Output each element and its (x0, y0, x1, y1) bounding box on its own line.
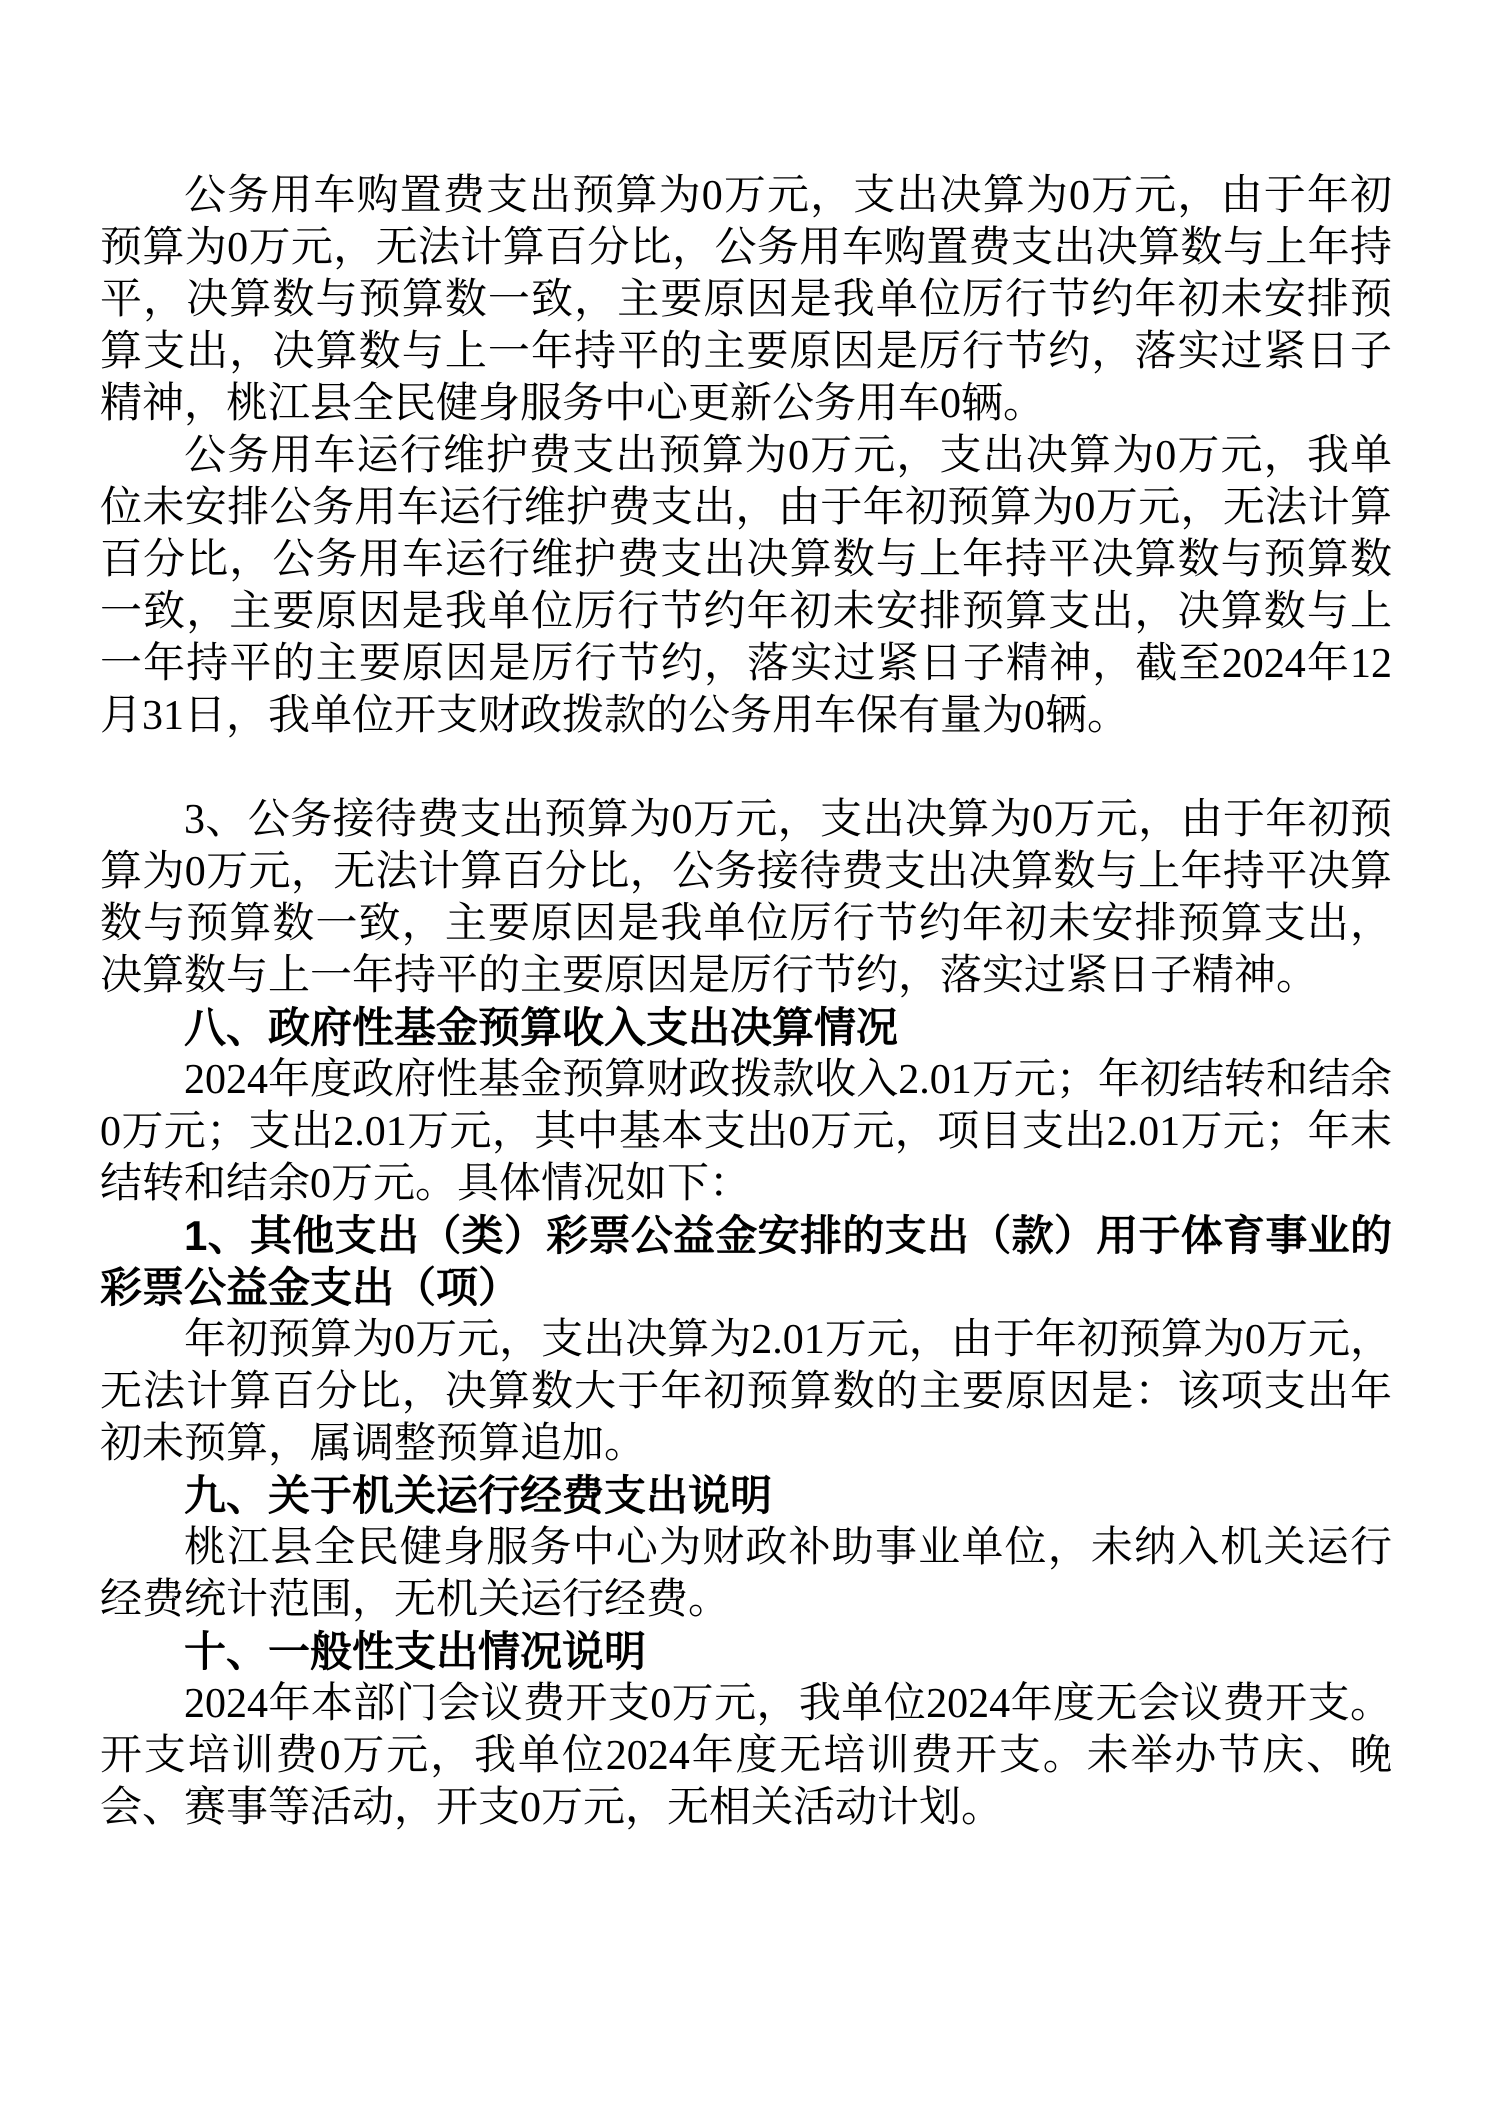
paragraph-operating-cost: 桃江县全民健身服务中心为财政补助事业单位，未纳入机关运行经费统计范围，无机关运行经费。 (100, 1525, 1392, 1623)
paragraph-official-reception: 3、公务接待费支出预算为0万元，支出决算为0万元，由于年初预算为0万元，无法计算百分比，公务接待费支出决算数与上年持平决算数与预算数一致，主要原因是我单位厉行节约年初未安排预算支出，决算数与上一年持平的主要原因是厉行节约，落实过紧日子精神。 (100, 797, 1392, 999)
heading-section-10-general-expenditure: 十、一般性支出情况说明 (184, 1628, 647, 1675)
paragraph-lottery-fund-detail: 年初预算为0万元，支出决算为2.01万元，由于年初预算为0万元，无法计算百分比，决算数大于年初预算数的主要原因是：该项支出年初未预算，属调整预算追加。 (100, 1317, 1392, 1467)
paragraph-vehicle-maintenance: 公务用车运行维护费支出预算为0万元，支出决算为0万元，我单位未安排公务用车运行维护费支出，由于年初预算为0万元，无法计算百分比，公务用车运行维护费支出决算数与上年持平决算数与预算数一致，主要原因是我单位厉行节约年初未安排预算支出，决算数与上一年持平的主要原因是厉行节约，落实过紧日子精神，截至2024年12月31日，我单位开支财政拨款的公务用车保有量为0辆。 (100, 433, 1392, 739)
heading-section-9-operating-cost: 九、关于机关运行经费支出说明 (184, 1472, 773, 1519)
paragraph-official-vehicle-purchase: 公务用车购置费支出预算为0万元，支出决算为0万元，由于年初预算为0万元，无法计算百分比，公务用车购置费支出决算数与上年持平，决算数与预算数一致，主要原因是我单位厉行节约年初未安排预算支出，决算数与上一年持平的主要原因是厉行节约，落实过紧日子精神，桃江县全民健身服务中心更新公务用车0辆。 (100, 173, 1392, 427)
heading-section-8-fund-budget: 八、政府性基金预算收入支出决算情况 (184, 1004, 899, 1051)
paragraph-fund-budget-overview: 2024年度政府性基金预算财政拨款收入2.01万元；年初结转和结余0万元；支出2.01万元，其中基本支出0万元，项目支出2.01万元；年末结转和结余0万元。具体情况如下： (100, 1057, 1392, 1207)
paragraph-general-expenditure: 2024年本部门会议费开支0万元，我单位2024年度无会议费开支。开支培训费0万元，我单位2024年度无培训费开支。未举办节庆、晚会、赛事等活动，开支0万元，无相关活动计划。 (100, 1681, 1392, 1831)
heading-lottery-fund-item: 1、其他支出（类）彩票公益金安排的支出（款）用于体育事业的彩票公益金支出（项） (100, 1212, 1392, 1311)
